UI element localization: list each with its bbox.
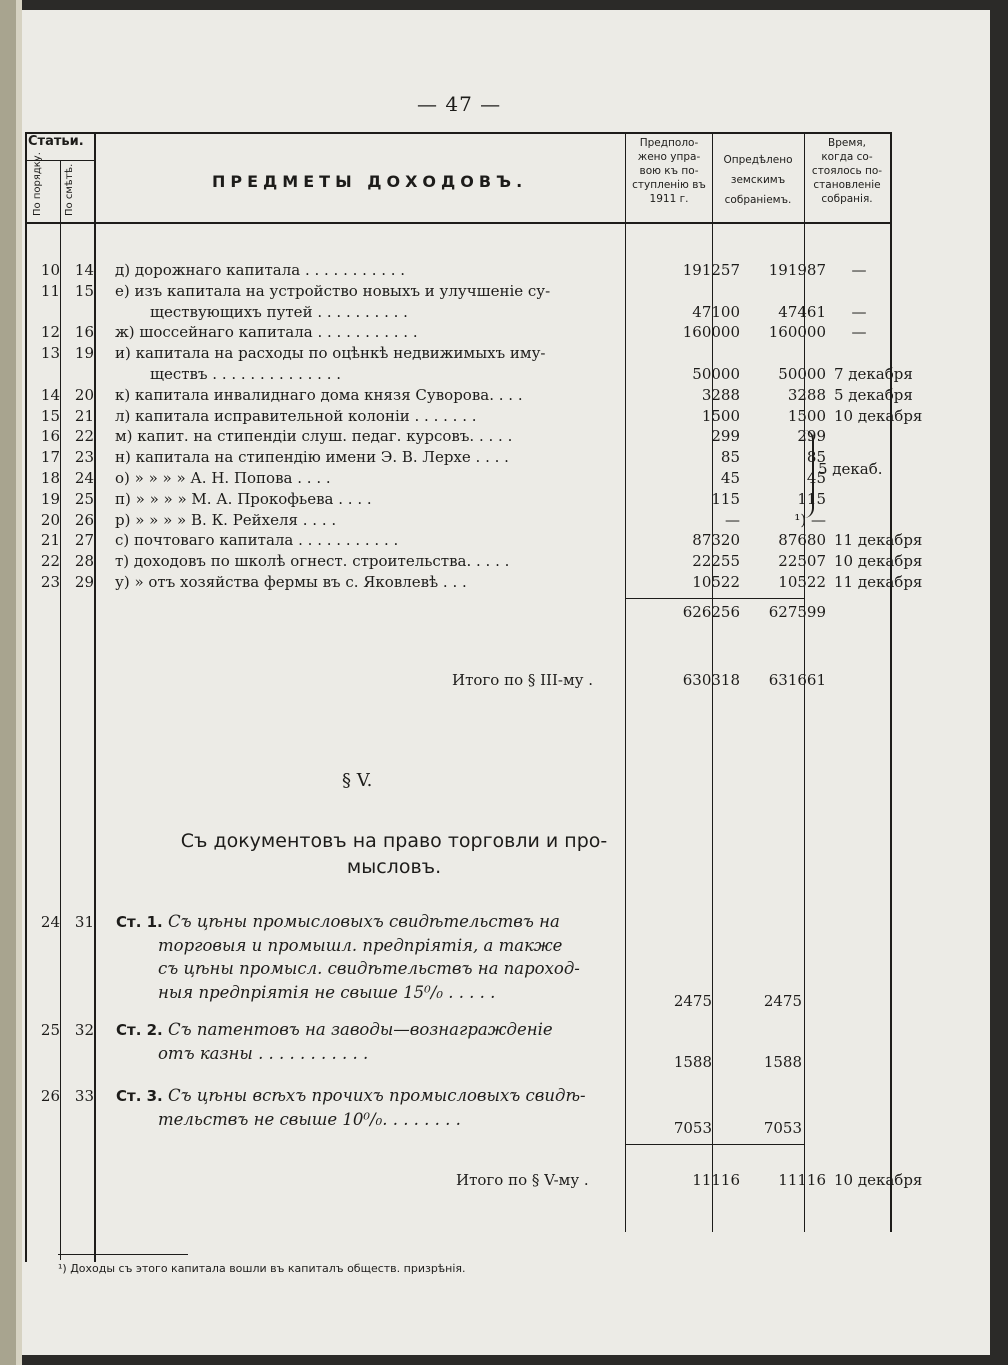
header-top-rule — [25, 132, 891, 134]
row-estimate-number: 21 — [74, 406, 94, 425]
item5-estimate-number — [62, 1020, 94, 1040]
table-row — [22, 406, 990, 426]
itogo5-v1: 11116 — [692, 1171, 740, 1189]
subtotal-v1: 626256 — [682, 603, 740, 621]
row-resolution-date: 10 декабря — [834, 552, 923, 571]
header-col3 — [804, 136, 890, 206]
subtotal-rule — [625, 598, 805, 599]
item5-label — [116, 912, 163, 932]
header-col2-line: собраніемъ. — [724, 194, 792, 206]
table-row — [22, 364, 990, 384]
header-col3-line: Время, — [828, 137, 866, 149]
item5-line — [158, 959, 580, 979]
row-item-text: ществующихъ путей . . . . . . . . . . — [150, 302, 408, 321]
row-item-text: ж) шоссейнаго капитала . . . . . . . . . . . — [115, 323, 418, 342]
row-estimate-number: 14 — [74, 261, 94, 279]
header-stati: Статьи. — [28, 134, 84, 149]
row-approved-value: 3288 — [787, 385, 826, 404]
row-number: 16 — [40, 427, 60, 446]
row-proposed-value: 87320 — [692, 531, 740, 550]
table-row — [22, 530, 990, 550]
item5-label — [116, 1020, 163, 1040]
table-row — [22, 385, 990, 405]
item5-line-text: Съ цѣны всѣхъ прочихъ промысловыхъ свидѣ- — [168, 1086, 586, 1105]
row-item-text: и) капитала на расходы по оцѣнкѣ недвижимыхъ иму- — [115, 344, 546, 363]
item5-number-text: 26 — [40, 1087, 60, 1105]
row-resolution-date: — — [851, 302, 867, 321]
section-5-title: Съ документовъ на право торговли и про- мысловъ. — [180, 830, 608, 878]
row-estimate-number: 25 — [74, 489, 94, 508]
header-col2-line: Опредѣлено — [723, 154, 793, 166]
row-proposed-value: 1500 — [701, 406, 740, 425]
itogo5-rule — [625, 1144, 805, 1145]
header-po-poryadku: По порядку. — [32, 152, 43, 216]
brace — [804, 430, 814, 518]
row-number: 18 — [40, 469, 60, 487]
row-proposed-value: 3288 — [701, 385, 740, 404]
row-estimate-number: 15 — [74, 281, 94, 300]
row-number: 23 — [40, 573, 60, 591]
row-item-text: у) » отъ хозяйства фермы въ с. Яковлевѣ . . . — [115, 573, 467, 591]
item5-line-text: Съ цѣны промысловыхъ свидѣтельствъ на — [168, 912, 560, 931]
row-approved-value: 87680 — [778, 531, 826, 550]
header-col1-line: Предполо- — [639, 137, 699, 149]
table-row — [22, 510, 990, 530]
item5-line — [168, 912, 560, 932]
row-estimate-number: 24 — [74, 469, 94, 487]
table-row — [22, 343, 990, 363]
header-title: ПРЕДМЕТЫ ДОХОДОВЪ. — [212, 172, 528, 191]
item5-approved-value — [712, 1052, 802, 1072]
row-estimate-number: 16 — [74, 323, 94, 342]
itogo3-row — [22, 670, 990, 690]
row-estimate-number: 26 — [74, 510, 94, 529]
row-proposed-value: — — [725, 510, 740, 529]
table-row — [22, 260, 990, 280]
page-number: — 47 — — [417, 92, 502, 116]
row-item-text: ществъ . . . . . . . . . . . . . . — [150, 365, 342, 383]
item5-label-text: Ст. 2. — [116, 1021, 163, 1039]
row-proposed-value: 115 — [711, 489, 740, 508]
row-approved-value: 299 — [797, 427, 826, 446]
brace-label: 5 декаб. — [818, 460, 883, 478]
item5-label-text: Ст. 1. — [116, 913, 163, 931]
row-item-text: м) капит. на стипендіи слуш. педаг. курсовъ. . . . . — [115, 427, 513, 446]
row-number: 14 — [40, 385, 60, 404]
item5-line — [158, 936, 562, 956]
table-row — [22, 302, 990, 322]
item5-proposed-value-text: 7053 — [673, 1118, 712, 1137]
item5-line-text: торговыя и промышл. предпріятія, а также — [158, 935, 563, 955]
header-col1-line: ступленію въ — [632, 179, 706, 191]
table-row — [22, 572, 990, 592]
row-estimate-number: 20 — [74, 385, 94, 404]
row-proposed-value: 45 — [720, 469, 740, 487]
row-approved-value: 10522 — [778, 573, 826, 591]
header-col1-line: жено упра- — [637, 151, 701, 163]
item5-number — [22, 1086, 60, 1106]
table-row — [22, 281, 990, 301]
row-proposed-value: 22255 — [692, 552, 740, 571]
header-po-smete: По смѣтѣ. — [64, 163, 75, 216]
itogo3-v1: 630318 — [682, 671, 740, 689]
row-approved-value: ¹) — — [794, 510, 826, 529]
document-page — [22, 10, 990, 1355]
row-item-text: с) почтоваго капитала . . . . . . . . . . . — [115, 531, 399, 550]
header-col3-line: становленіе — [813, 179, 881, 191]
row-estimate-number: 28 — [74, 552, 94, 571]
item5-label — [116, 1086, 163, 1106]
itogo5-v2: 11116 — [778, 1171, 826, 1189]
row-proposed-value: 10522 — [692, 573, 740, 591]
item5-estimate-number-text: 31 — [74, 913, 94, 931]
item5-line-text: съ цѣны промысл. свидѣтельствъ на пароход- — [158, 959, 580, 978]
itogo5-label: Итого по § V-му . — [456, 1171, 589, 1189]
row-item-text: п) » » » » М. А. Прокофьева . . . . — [115, 489, 372, 508]
row-proposed-value: 50000 — [692, 365, 740, 383]
row-resolution-date: 10 декабря — [834, 406, 923, 425]
item5-line-text: отъ казны . . . . . . . . . . . — [158, 1043, 369, 1063]
row-number: 13 — [40, 344, 60, 363]
item5-proposed-value — [620, 1118, 712, 1138]
book-spine — [0, 0, 16, 1365]
itogo5-v3: 10 декабря — [834, 1171, 923, 1189]
itogo5-row — [22, 1170, 990, 1190]
row-approved-value: 191987 — [768, 261, 826, 279]
section-5-heading: § V. — [342, 770, 373, 791]
item5-line-text: ныя предпріятія не свыше 15⁰/₀ . . . . . — [158, 982, 496, 1002]
row-estimate-number: 27 — [74, 531, 94, 550]
row-number: 11 — [40, 281, 60, 300]
row-approved-value: 47461 — [778, 302, 826, 321]
item5-approved-value-text: 1588 — [763, 1052, 802, 1071]
item5-proposed-value — [620, 991, 712, 1011]
subtotal-row — [22, 602, 990, 622]
row-number: 22 — [40, 552, 60, 571]
itogo3-v2: 631661 — [768, 671, 826, 689]
item5-proposed-value-text: 1588 — [673, 1052, 712, 1071]
row-proposed-value: 85 — [720, 448, 740, 467]
item5-line — [168, 1020, 553, 1040]
item5-approved-value-text: 2475 — [763, 991, 802, 1010]
header-col1-line: вою къ по- — [639, 165, 699, 177]
row-approved-value: 85 — [806, 448, 826, 467]
item5-number-text: 25 — [40, 1021, 60, 1039]
row-number: 12 — [40, 323, 60, 342]
item5-number-text: 24 — [40, 913, 60, 931]
item5-proposed-value-text: 2475 — [673, 991, 712, 1010]
item5-line-text: Съ патентовъ на заводы—вознагражденіе — [168, 1020, 553, 1039]
row-item-text: к) капитала инвалиднаго дома князя Суворова. . . . — [115, 385, 523, 404]
item5-line-text: тельствъ не свыше 10⁰/₀. . . . . . . . — [158, 1109, 461, 1129]
table-row — [22, 489, 990, 509]
header-col2 — [712, 150, 804, 210]
item5-number — [22, 1020, 60, 1040]
row-item-text: р) » » » » В. К. Рейхеля . . . . — [115, 510, 337, 529]
row-number: 17 — [40, 448, 60, 467]
row-approved-value: 1500 — [787, 406, 826, 425]
header-bottom-rule — [25, 222, 891, 224]
header-col3-line: стоялось по- — [811, 165, 883, 177]
row-approved-value: 115 — [797, 489, 826, 508]
header-col3-line: собранія. — [821, 193, 873, 205]
item5-estimate-number-text: 32 — [74, 1021, 94, 1039]
row-number: 10 — [40, 261, 60, 279]
row-approved-value: 160000 — [768, 323, 826, 342]
item5-approved-value-text: 7053 — [763, 1118, 802, 1137]
row-number: 21 — [40, 531, 60, 550]
row-proposed-value: 47100 — [692, 302, 740, 321]
row-number: 15 — [40, 406, 60, 425]
row-resolution-date: 11 декабря — [834, 531, 923, 550]
item5-estimate-number-text: 33 — [74, 1087, 94, 1105]
itogo3-label: Итого по § III-му . — [452, 671, 594, 689]
row-item-text: е) изъ капитала на устройство новыхъ и улучшеніе су- — [115, 281, 551, 300]
item5-line — [158, 983, 495, 1003]
row-estimate-number: 23 — [74, 448, 94, 467]
row-resolution-date: — — [851, 261, 867, 279]
row-resolution-date: 5 декабря — [834, 385, 913, 404]
header-col1-line: 1911 г. — [649, 193, 689, 205]
row-item-text: о) » » » » А. Н. Попова . . . . — [115, 469, 331, 487]
item5-line — [158, 1110, 461, 1130]
item5-proposed-value — [620, 1052, 712, 1072]
row-item-text: л) капитала исправительной колоніи . . . . . . . — [115, 406, 477, 425]
row-approved-value: 22507 — [778, 552, 826, 571]
row-estimate-number: 19 — [74, 344, 94, 363]
item5-approved-value — [712, 991, 802, 1011]
row-proposed-value: 191257 — [682, 261, 740, 279]
row-number: 20 — [40, 510, 60, 529]
row-resolution-date: — — [851, 323, 867, 342]
row-approved-value: 45 — [806, 469, 826, 487]
row-estimate-number: 22 — [74, 427, 94, 446]
row-estimate-number: 29 — [74, 573, 94, 591]
row-number: 19 — [40, 489, 60, 508]
row-resolution-date: 11 декабря — [834, 573, 923, 591]
row-item-text: н) капитала на стипендію имени Э. В. Лерхе . . . . — [115, 448, 509, 467]
item5-estimate-number — [62, 912, 94, 932]
item5-line — [158, 1044, 368, 1064]
item5-estimate-number — [62, 1086, 94, 1106]
item5-number — [22, 912, 60, 932]
header-col2-line: земскимъ — [730, 174, 786, 186]
row-proposed-value: 160000 — [682, 323, 740, 342]
item5-label-text: Ст. 3. — [116, 1087, 163, 1105]
footnote: ¹) Доходы съ этого капитала вошли въ капиталъ обществ. призрѣнія. — [58, 1262, 466, 1275]
row-item-text: т) доходовъ по школѣ огнест. строительства. . . . . — [115, 552, 510, 571]
row-resolution-date: 7 декабря — [834, 365, 913, 383]
header-col1 — [625, 136, 713, 206]
table-row — [22, 426, 990, 446]
footnote-rule — [58, 1254, 188, 1255]
item5-approved-value — [712, 1118, 802, 1138]
item5-line — [168, 1086, 586, 1106]
table-row — [22, 322, 990, 342]
table-row — [22, 551, 990, 571]
subtotal-v2: 627599 — [768, 603, 826, 621]
row-proposed-value: 299 — [711, 427, 740, 446]
row-item-text: д) дорожнаго капитала . . . . . . . . . . . — [115, 261, 406, 279]
row-approved-value: 50000 — [778, 365, 826, 383]
header-col3-line: когда со- — [821, 151, 873, 163]
